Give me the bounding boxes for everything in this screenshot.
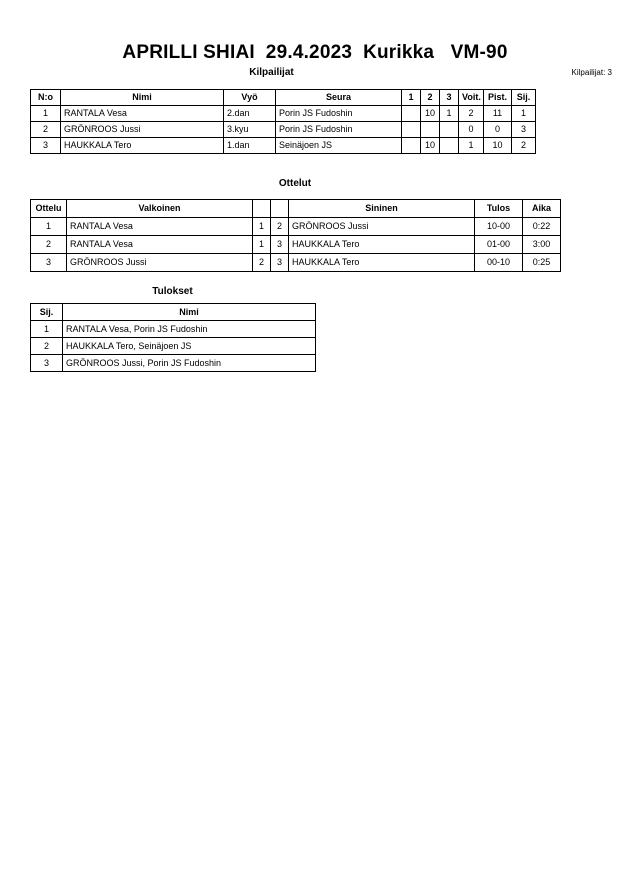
cell-points: 0 [484, 122, 512, 138]
cell-match-3 [440, 122, 459, 138]
matches-table [30, 199, 561, 272]
column-header-blue: Sininen [289, 200, 475, 218]
column-header-points: Pist. [484, 90, 512, 106]
competitors-section-heading: Kilpailijat [249, 67, 294, 78]
cell-match-2: 10 [421, 138, 440, 154]
column-header-blue-no [271, 200, 289, 218]
cell-points: 10 [484, 138, 512, 154]
cell-time: 0:25 [523, 254, 561, 272]
cell-rank: 1 [512, 106, 536, 122]
cell-belt: 2.dan [224, 106, 276, 122]
cell-match-1 [402, 122, 421, 138]
cell-white: RANTALA Vesa [67, 236, 253, 254]
table-row [31, 138, 536, 154]
participant-count-label: Kilpailijat: 3 [571, 68, 612, 77]
table-row [31, 122, 536, 138]
results-table [30, 303, 316, 372]
cell-match-no: 3 [31, 254, 67, 272]
cell-rank: 3 [31, 355, 63, 372]
results-section-heading: Tulokset [152, 286, 193, 297]
cell-match-1 [402, 138, 421, 154]
column-header-rank: Sij. [31, 304, 63, 321]
column-header-no: N:o [31, 90, 61, 106]
cell-club: Porin JS Fudoshin [276, 106, 402, 122]
column-header-match-no: Ottelu [31, 200, 67, 218]
cell-no: 3 [31, 138, 61, 154]
cell-name: GRÖNROOS Jussi, Porin JS Fudoshin [63, 355, 316, 372]
cell-no: 1 [31, 106, 61, 122]
table-row [31, 355, 316, 372]
table-row [31, 254, 561, 272]
table-row [31, 321, 316, 338]
cell-belt: 1.dan [224, 138, 276, 154]
cell-match-no: 1 [31, 218, 67, 236]
cell-match-1 [402, 106, 421, 122]
cell-name: RANTALA Vesa, Porin JS Fudoshin [63, 321, 316, 338]
column-header-white: Valkoinen [67, 200, 253, 218]
page-title: APRILLI SHIAI 29.4.2023 Kurikka VM-90 [122, 42, 508, 63]
table-row [31, 218, 561, 236]
cell-blue-no: 2 [271, 218, 289, 236]
table-row [31, 236, 561, 254]
cell-blue: HAUKKALA Tero [289, 254, 475, 272]
cell-rank: 3 [512, 122, 536, 138]
column-header-match-2: 2 [421, 90, 440, 106]
cell-name: HAUKKALA Tero [61, 138, 224, 154]
cell-white-no: 1 [253, 236, 271, 254]
cell-match-2 [421, 122, 440, 138]
cell-wins: 2 [459, 106, 484, 122]
cell-match-3: 1 [440, 106, 459, 122]
cell-result: 00-10 [475, 254, 523, 272]
cell-wins: 1 [459, 138, 484, 154]
cell-match-3 [440, 138, 459, 154]
cell-white: RANTALA Vesa [67, 218, 253, 236]
column-header-wins: Voit. [459, 90, 484, 106]
cell-rank: 1 [31, 321, 63, 338]
column-header-result: Tulos [475, 200, 523, 218]
cell-points: 11 [484, 106, 512, 122]
cell-name: GRÖNROOS Jussi [61, 122, 224, 138]
cell-result: 01-00 [475, 236, 523, 254]
cell-result: 10-00 [475, 218, 523, 236]
cell-white-no: 2 [253, 254, 271, 272]
table-row [31, 338, 316, 355]
cell-blue: HAUKKALA Tero [289, 236, 475, 254]
column-header-white-no [253, 200, 271, 218]
column-header-match-1: 1 [402, 90, 421, 106]
cell-name: RANTALA Vesa [61, 106, 224, 122]
column-header-rank: Sij. [512, 90, 536, 106]
matches-section-heading: Ottelut [278, 178, 312, 189]
table-row [31, 106, 536, 122]
column-header-match-3: 3 [440, 90, 459, 106]
cell-no: 2 [31, 122, 61, 138]
cell-belt: 3.kyu [224, 122, 276, 138]
cell-match-no: 2 [31, 236, 67, 254]
cell-name: HAUKKALA Tero, Seinäjoen JS [63, 338, 316, 355]
column-header-name: Nimi [61, 90, 224, 106]
cell-white-no: 1 [253, 218, 271, 236]
cell-club: Porin JS Fudoshin [276, 122, 402, 138]
cell-wins: 0 [459, 122, 484, 138]
cell-time: 0:22 [523, 218, 561, 236]
column-header-belt: Vyö [224, 90, 276, 106]
cell-match-2: 10 [421, 106, 440, 122]
competitors-table [30, 89, 536, 154]
table-header-row [31, 90, 536, 106]
cell-rank: 2 [512, 138, 536, 154]
cell-white: GRÖNROOS Jussi [67, 254, 253, 272]
cell-blue: GRÖNROOS Jussi [289, 218, 475, 236]
column-header-time: Aika [523, 200, 561, 218]
column-header-club: Seura [276, 90, 402, 106]
cell-blue-no: 3 [271, 236, 289, 254]
cell-time: 3:00 [523, 236, 561, 254]
cell-blue-no: 3 [271, 254, 289, 272]
column-header-name: Nimi [63, 304, 316, 321]
cell-club: Seinäjoen JS [276, 138, 402, 154]
cell-rank: 2 [31, 338, 63, 355]
table-header-row [31, 304, 316, 321]
table-header-row [31, 200, 561, 218]
